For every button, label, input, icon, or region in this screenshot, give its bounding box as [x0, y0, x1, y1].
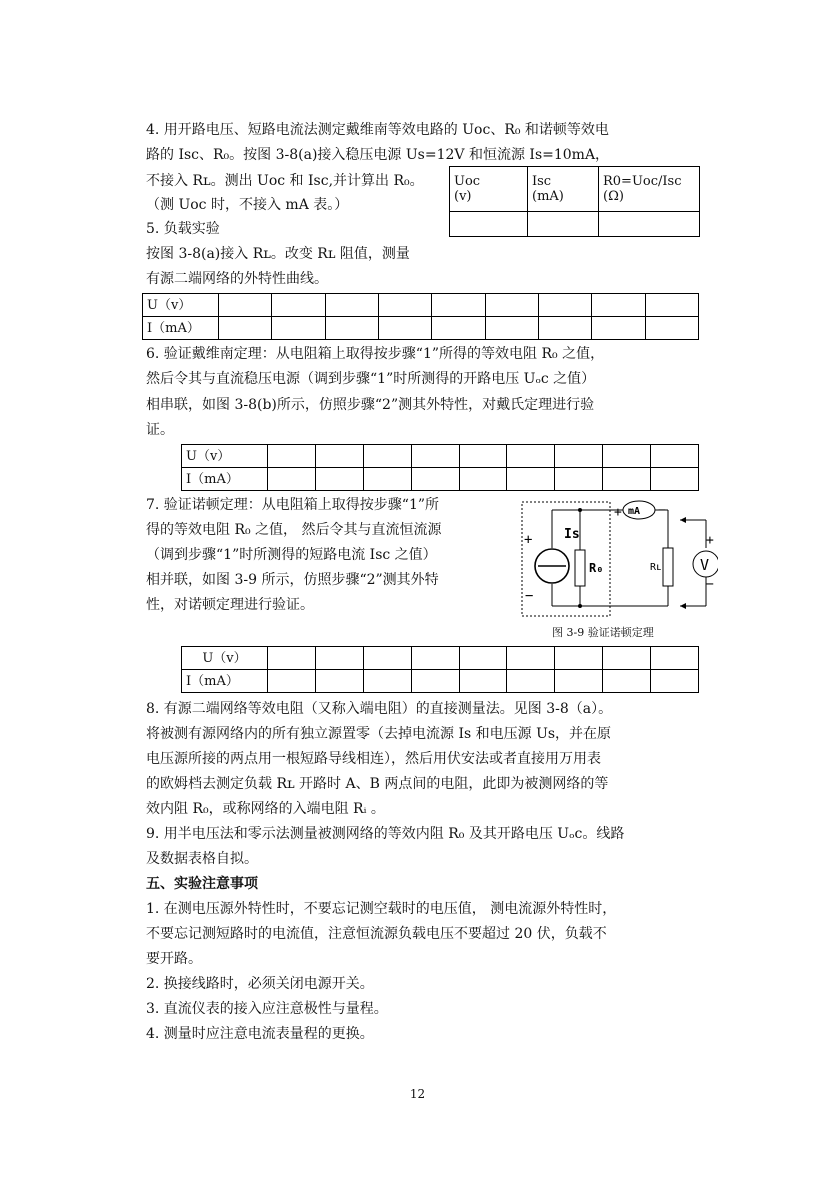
step9-line1: 9. 用半电压法和零示法测量被测网络的等效内阻 R₀ 及其开路电压 Uₒc。线路 [146, 826, 625, 842]
page-number: 12 [409, 1087, 426, 1101]
table-cell [363, 670, 411, 693]
table-cell [599, 212, 700, 237]
u-label: U（v） [143, 294, 219, 317]
table-cell [363, 647, 411, 670]
table-cell [555, 670, 603, 693]
table-cell [411, 445, 459, 468]
table-cell [603, 647, 651, 670]
table-cell [378, 317, 431, 340]
table-cell [450, 212, 528, 237]
polarity-sign: − [706, 577, 714, 592]
step7-line5: 性，对诺顿定理进行验证。 [146, 597, 314, 613]
polarity-sign: + [614, 505, 622, 520]
load-table [142, 293, 699, 340]
i-label: I（mA） [182, 468, 268, 491]
step6-line4: 证。 [146, 422, 174, 438]
table-cell [507, 445, 555, 468]
note4: 4. 测量时应注意电流表量程的更换。 [146, 1026, 374, 1042]
step8-line2: 将被测有源网络内的所有独立源置零（去掉电流源 Is 和电压源 Us，并在原 [146, 726, 612, 742]
table-cell [528, 212, 599, 237]
table-cell [325, 294, 378, 317]
table-cell [315, 445, 363, 468]
step4-line3: 不接入 Rʟ。测出 Uoc 和 Isc,并计算出 R₀。 [146, 173, 424, 189]
step7-line1: 7. 验证诺顿定理：从电阻箱上取得按步骤“1”所 [146, 497, 440, 513]
step4-line1: 4. 用开路电压、短路电流法测定戴维南等效电路的 Uoc、R₀ 和诺顿等效电 [146, 122, 609, 138]
note1-line3: 要开路。 [146, 951, 202, 967]
uoc-header: Uoc (v) [450, 167, 528, 212]
table-cell [538, 317, 591, 340]
table-cell [555, 647, 603, 670]
table-cell [363, 468, 411, 491]
r0-resistor [575, 550, 585, 586]
table-cell [411, 468, 459, 491]
step8-line3: 电压源所接的两点用一根短路导线相连），然后用伏安法或者直接用万用表 [146, 751, 601, 767]
step5-line3: 有源二端网络的外特性曲线。 [146, 271, 328, 287]
step6-line1: 6. 验证戴维南定理：从电阻箱上取得按步骤“1”所得的等效电阻 R₀ 之值， [146, 346, 605, 362]
table-cell [268, 647, 316, 670]
table-cell [272, 317, 325, 340]
table-cell [315, 647, 363, 670]
is-label: Is [564, 527, 580, 542]
figure-caption: 图 3-9 验证诺顿定理 [552, 626, 654, 639]
u-label: U（v） [182, 647, 268, 670]
table-cell [603, 468, 651, 491]
norton-table [181, 646, 699, 693]
table-row [450, 212, 700, 237]
table-cell [432, 294, 485, 317]
rl-label: Rʟ [650, 562, 663, 573]
i-label: I（mA） [143, 317, 219, 340]
uoc-isc-table [449, 166, 700, 237]
table-cell [507, 468, 555, 491]
plus-sign: + [524, 532, 533, 548]
r0-label: R₀ [589, 561, 604, 575]
table-cell [268, 670, 316, 693]
step8-line5: 效内阻 R₀，或称网络的入端电阻 Rᵢ 。 [146, 801, 385, 817]
table-cell [363, 445, 411, 468]
table-row [450, 167, 700, 212]
table-cell [592, 294, 645, 317]
table-cell [411, 647, 459, 670]
note3: 3. 直流仪表的接入应注意极性与量程。 [146, 1001, 388, 1017]
step6-line2: 然后令其与直流稳压电源（调到步骤“1”时所测得的开路电压 Uₒc 之值） [146, 371, 596, 387]
table-cell [219, 317, 272, 340]
rl-resistor [663, 548, 673, 586]
table-cell [538, 294, 591, 317]
polarity-sign: − [658, 503, 666, 518]
step9-line2: 及数据表格自拟。 [146, 851, 258, 867]
section-heading: 五、实验注意事项 [146, 876, 258, 892]
table-cell [378, 294, 431, 317]
table-cell [603, 445, 651, 468]
table-cell [272, 294, 325, 317]
table-row [182, 468, 699, 491]
table-cell [651, 647, 699, 670]
ma-label: mA [628, 506, 641, 517]
note1-line2: 不要忘记测短路时的电流值，注意恒流源负载电压不要超过 20 伏，负载不 [146, 926, 607, 942]
step7-line4: 相并联，如图 3-9 所示，仿照步骤“2”测其外特 [146, 572, 439, 588]
note2: 2. 换接线路时，必须关闭电源开关。 [146, 976, 374, 992]
table-cell [645, 317, 698, 340]
table-cell [603, 670, 651, 693]
table-cell [268, 468, 316, 491]
table-row [182, 647, 699, 670]
i-label: I（mA） [182, 670, 268, 693]
table-cell [315, 468, 363, 491]
step4-line4: （测 Uoc 时，不接入 mA 表。） [146, 197, 349, 213]
minus-sign: − [525, 588, 534, 604]
table-row [143, 294, 699, 317]
table-row [182, 445, 699, 468]
v-label: V [700, 556, 710, 574]
table-row [143, 317, 699, 340]
note1-line1: 1. 在测电压源外特性时，不要忘记测空载时的电压值， 测电流源外特性时， [146, 901, 617, 917]
table-cell [485, 294, 538, 317]
table-cell [485, 317, 538, 340]
table-cell [507, 647, 555, 670]
table-cell [459, 445, 507, 468]
isc-header: Isc (mA) [528, 167, 599, 212]
table-cell [651, 468, 699, 491]
table-cell [507, 670, 555, 693]
r0-header: R0=Uoc/Isc (Ω) [599, 167, 700, 212]
u-label: U（v） [182, 445, 268, 468]
table-cell [651, 445, 699, 468]
table-cell [315, 670, 363, 693]
norton-circuit-diagram [518, 496, 718, 622]
table-cell [268, 445, 316, 468]
table-cell [555, 445, 603, 468]
step4-line2: 路的 Isc、R₀。按图 3-8(a)接入稳压电源 Us=12V 和恒流源 Is=10mA， [146, 147, 610, 163]
step8-line4: 的欧姆档去测定负载 Rʟ 开路时 A、B 两点间的电阻，此即为被测网络的等 [146, 776, 609, 792]
table-cell [432, 317, 485, 340]
step7-line3: （调到步骤“1”时所测得的短路电流 Isc 之值） [146, 547, 437, 563]
thevenin-table [181, 444, 699, 491]
table-cell [325, 317, 378, 340]
step5-line1: 5. 负载实验 [146, 221, 220, 237]
step8-line1: 8. 有源二端网络等效电阻（又称入端电阻）的直接测量法。见图 3-8（a）。 [146, 701, 613, 717]
polarity-sign: + [706, 533, 714, 548]
table-cell [645, 294, 698, 317]
table-cell [651, 670, 699, 693]
table-cell [592, 317, 645, 340]
table-cell [459, 468, 507, 491]
step5-line2: 按图 3-8(a)接入 Rʟ。改变 Rʟ 阻值，测量 [146, 246, 410, 262]
table-cell [555, 468, 603, 491]
step6-line3: 相串联，如图 3-8(b)所示，仿照步骤“2”测其外特性，对戴氏定理进行验 [146, 397, 595, 413]
table-row [182, 670, 699, 693]
table-cell [459, 647, 507, 670]
table-cell [411, 670, 459, 693]
step7-line2: 得的等效电阻 R₀ 之值， 然后令其与直流恒流源 [146, 522, 442, 538]
table-cell [459, 670, 507, 693]
table-cell [219, 294, 272, 317]
